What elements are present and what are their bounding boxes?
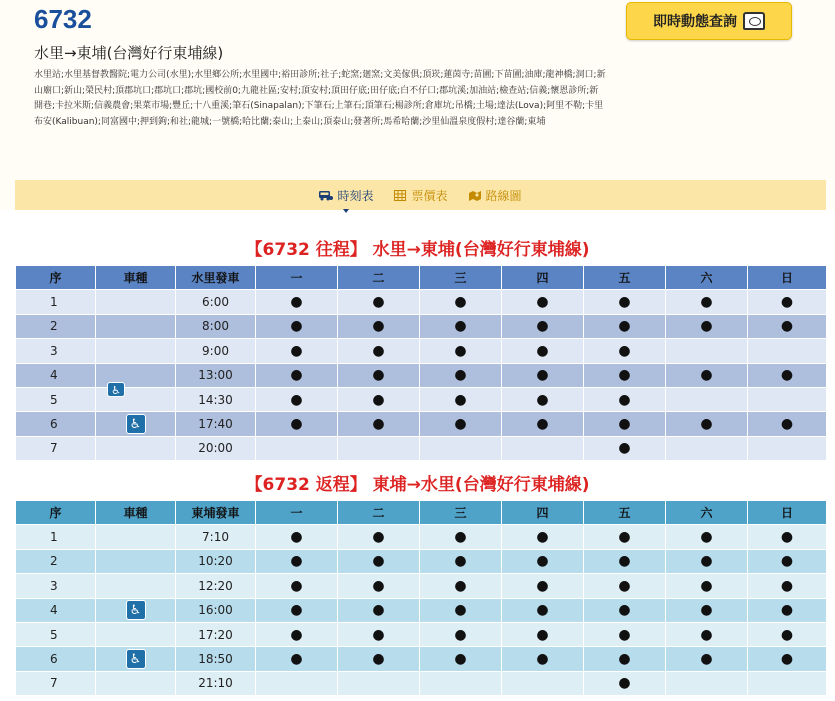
service-dot: ●: [618, 651, 631, 668]
day-cell: [502, 339, 584, 363]
day-cell: [256, 647, 338, 671]
trip-number: 3: [16, 339, 96, 363]
column-header: 四: [502, 266, 584, 290]
service-dot: ●: [290, 577, 303, 594]
tab-fares-label: 票價表: [411, 188, 448, 203]
day-cell: [748, 314, 827, 338]
day-cell: [502, 671, 584, 695]
day-cell: [748, 412, 827, 436]
service-dot: ●: [700, 553, 713, 570]
day-cell: [666, 622, 748, 646]
service-dot: ●: [700, 294, 713, 311]
day-cell: [666, 598, 748, 622]
service-dot: ●: [454, 416, 467, 433]
stop-list: 水里站;水里基督教醫院;電力公司(水里);水里鄉公所;水里國中;裕田診所;社子;蛇窯;廻窯;文美傢俱;頂崁;蓮茵寺;苗圃;下苗圃;油庫;龍神橋;洞口;新山廟口;新山;榮民村;頂郡坑口;郡坑口;郡坑;國校前0;九龍社區;安村;頂安村;頂田仔底;田仔底;白不仔口;郡坑溪;加油站;檢查站;信義;懷恩診所;新開巷;卡拉米斯;信義農會;果菜市場;豐丘;十八重溪;筆石(Sinapalan);下筆石;上筆石;頂筆石;楊診所;倉庫坑;吊橋;土場;達法(Lova);阿里不勒;卡里布安(Kalibuan);同富國中;押到鉤;和社;龍城;一號橋;哈比蘭;泰山;上泰山;頂泰山;發著所;馬希哈蘭;沙里仙溫泉度假村;達谷蘭;東埔: [34, 70, 606, 127]
day-cell: [502, 387, 584, 411]
table-row: [16, 549, 827, 573]
service-dot: ●: [372, 391, 385, 408]
day-cell: [748, 647, 827, 671]
departure-time: 18:50: [176, 647, 256, 671]
day-cell: [502, 549, 584, 573]
day-cell: [666, 339, 748, 363]
day-cell: [420, 412, 502, 436]
return-timetable: [15, 500, 827, 696]
service-dot: ●: [700, 367, 713, 384]
column-header: 三: [420, 501, 502, 525]
day-cell: [502, 598, 584, 622]
day-cell: [748, 363, 827, 387]
trip-number: 3: [16, 574, 96, 598]
service-dot: ●: [372, 367, 385, 384]
route-header: [0, 0, 835, 210]
departure-time: 21:10: [176, 671, 256, 695]
day-cell: [256, 622, 338, 646]
service-dot: ●: [372, 529, 385, 546]
service-dot: ●: [536, 391, 549, 408]
day-cell: [338, 647, 420, 671]
day-cell: [420, 549, 502, 573]
table-row: [16, 412, 827, 436]
service-dot: ●: [780, 294, 794, 311]
outbound-title: 【6732 往程】 水里→東埔(台灣好行東埔線): [245, 240, 590, 260]
day-cell: [256, 387, 338, 411]
day-cell: [584, 363, 666, 387]
day-cell: [666, 525, 748, 549]
trip-number: 2: [16, 549, 96, 573]
tab-route-map-label: 路線圖: [485, 188, 522, 203]
service-dot: ●: [372, 553, 385, 570]
day-cell: [338, 363, 420, 387]
departure-time: 10:20: [176, 549, 256, 573]
day-cell: [420, 574, 502, 598]
column-header: 車種: [96, 266, 176, 290]
day-cell: [666, 314, 748, 338]
day-cell: [420, 647, 502, 671]
service-dot: ●: [780, 529, 794, 546]
table-row: [16, 598, 827, 622]
service-dot: ●: [536, 294, 549, 311]
day-cell: [584, 647, 666, 671]
day-cell: [584, 314, 666, 338]
service-dot: ●: [618, 342, 631, 359]
departure-time: 12:20: [176, 574, 256, 598]
day-cell: [420, 525, 502, 549]
trip-number: 6: [16, 412, 96, 436]
trip-number: 4: [16, 598, 96, 622]
bus-icon: [319, 190, 333, 201]
day-cell: [338, 622, 420, 646]
day-cell: [748, 436, 827, 460]
vehicle-type: [96, 549, 176, 573]
service-dot: ●: [290, 651, 303, 668]
column-header: 一: [256, 501, 338, 525]
wheelchair-icon: ♿: [126, 600, 146, 620]
day-cell: [584, 671, 666, 695]
day-cell: [748, 339, 827, 363]
day-cell: [420, 436, 502, 460]
day-cell: [420, 387, 502, 411]
day-cell: [666, 574, 748, 598]
day-cell: [256, 598, 338, 622]
day-cell: [584, 412, 666, 436]
fare-table-icon: [393, 190, 407, 201]
service-dot: ●: [290, 342, 303, 359]
day-cell: [502, 647, 584, 671]
vehicle-type: [96, 314, 176, 338]
departure-time: 13:00: [176, 363, 256, 387]
table-row: [16, 436, 827, 460]
day-cell: [666, 412, 748, 436]
day-cell: [666, 387, 748, 411]
day-cell: [748, 290, 827, 314]
day-cell: [502, 290, 584, 314]
service-dot: ●: [618, 675, 631, 692]
departure-time: 17:20: [176, 622, 256, 646]
day-cell: [748, 622, 827, 646]
day-cell: [502, 412, 584, 436]
trip-number: 1: [16, 290, 96, 314]
day-cell: [256, 525, 338, 549]
day-cell: [256, 574, 338, 598]
day-cell: [420, 363, 502, 387]
tab-fares[interactable]: [393, 187, 447, 204]
column-header: 序: [16, 266, 96, 290]
day-cell: [256, 314, 338, 338]
table-row: [16, 647, 827, 671]
departure-time: 16:00: [176, 598, 256, 622]
day-cell: [420, 290, 502, 314]
column-header: 六: [666, 266, 748, 290]
day-cell: [420, 622, 502, 646]
day-cell: [584, 290, 666, 314]
route-map-icon: [468, 190, 482, 201]
column-header: 水里發車: [176, 266, 256, 290]
service-dot: ●: [536, 553, 549, 570]
service-dot: ●: [290, 553, 303, 570]
day-cell: [666, 436, 748, 460]
service-dot: ●: [780, 602, 794, 619]
service-dot: ●: [372, 342, 385, 359]
service-dot: ●: [536, 529, 549, 546]
day-cell: [584, 387, 666, 411]
table-row: [16, 525, 827, 549]
departure-time: 6:00: [176, 290, 256, 314]
table-row: [16, 290, 827, 314]
day-cell: [338, 387, 420, 411]
day-cell: [256, 436, 338, 460]
service-dot: ●: [454, 391, 467, 408]
return-title: 【6732 返程】 東埔→水里(台灣好行東埔線): [245, 475, 590, 495]
service-dot: ●: [454, 318, 467, 335]
service-dot: ●: [780, 367, 794, 384]
day-cell: [666, 363, 748, 387]
vehicle-type: [96, 622, 176, 646]
service-dot: ●: [290, 416, 303, 433]
service-dot: ●: [454, 577, 467, 594]
service-dot: ●: [372, 651, 385, 668]
day-cell: [338, 436, 420, 460]
service-dot: ●: [454, 294, 467, 311]
day-cell: [256, 339, 338, 363]
departure-time: 8:00: [176, 314, 256, 338]
service-dot: ●: [372, 318, 385, 335]
day-cell: [502, 622, 584, 646]
day-cell: [584, 598, 666, 622]
day-cell: [502, 436, 584, 460]
service-dot: ●: [454, 342, 467, 359]
day-cell: [338, 339, 420, 363]
service-dot: ●: [536, 626, 549, 643]
service-dot: ●: [536, 651, 549, 668]
day-cell: [666, 549, 748, 573]
day-cell: [584, 525, 666, 549]
service-dot: ●: [700, 602, 713, 619]
outbound-timetable: [15, 265, 827, 461]
service-dot: ●: [290, 367, 303, 384]
tab-timetable[interactable]: [319, 187, 373, 204]
trip-number: 6: [16, 647, 96, 671]
day-cell: [256, 290, 338, 314]
trip-number: 7: [16, 671, 96, 695]
vehicle-type: [96, 598, 176, 622]
departure-time: 9:00: [176, 339, 256, 363]
service-dot: ●: [780, 651, 794, 668]
vehicle-type: [96, 436, 176, 460]
column-header: 五: [584, 501, 666, 525]
trip-number: 1: [16, 525, 96, 549]
service-dot: ●: [372, 602, 385, 619]
day-cell: [256, 363, 338, 387]
day-cell: [748, 598, 827, 622]
service-dot: ●: [290, 602, 303, 619]
day-cell: [338, 314, 420, 338]
vehicle-type: [96, 574, 176, 598]
vehicle-type: [96, 525, 176, 549]
vehicle-type: [96, 412, 176, 436]
service-dot: ●: [536, 577, 549, 594]
column-header: 六: [666, 501, 748, 525]
day-cell: [420, 339, 502, 363]
column-header: 東埔發車: [176, 501, 256, 525]
table-row: [16, 574, 827, 598]
trip-number: 7: [16, 436, 96, 460]
day-cell: [666, 290, 748, 314]
column-header: 五: [584, 266, 666, 290]
service-dot: ●: [618, 626, 631, 643]
trip-number: 2: [16, 314, 96, 338]
service-dot: ●: [290, 626, 303, 643]
day-cell: [338, 525, 420, 549]
table-row: [16, 314, 827, 338]
column-header: 日: [748, 501, 827, 525]
table-row: [16, 671, 827, 695]
service-dot: ●: [618, 294, 631, 311]
tab-route-map[interactable]: [468, 187, 522, 204]
service-dot: ●: [372, 626, 385, 643]
trip-number: 5: [16, 622, 96, 646]
trip-number: 4: [16, 363, 96, 387]
day-cell: [502, 314, 584, 338]
table-row: [16, 363, 827, 387]
day-cell: [748, 525, 827, 549]
service-dot: ●: [372, 294, 385, 311]
day-cell: [502, 525, 584, 549]
column-header: 四: [502, 501, 584, 525]
service-dot: ●: [536, 342, 549, 359]
day-cell: [338, 598, 420, 622]
service-dot: ●: [700, 577, 713, 594]
departure-time: 7:10: [176, 525, 256, 549]
service-dot: ●: [454, 553, 467, 570]
departure-time: 14:30: [176, 387, 256, 411]
service-dot: ●: [290, 529, 303, 546]
day-cell: [666, 647, 748, 671]
day-cell: [502, 363, 584, 387]
service-dot: ●: [780, 318, 794, 335]
service-dot: ●: [618, 602, 631, 619]
day-cell: [748, 387, 827, 411]
day-cell: [666, 671, 748, 695]
tab-bar: [15, 180, 826, 210]
service-dot: ●: [536, 367, 549, 384]
service-dot: ●: [536, 318, 549, 335]
realtime-status-label: 即時動態查詢: [653, 14, 737, 30]
service-dot: ●: [618, 440, 631, 457]
service-dot: ●: [618, 367, 631, 384]
service-dot: ●: [618, 553, 631, 570]
tab-timetable-label: 時刻表: [337, 188, 374, 203]
service-dot: ●: [780, 416, 794, 433]
service-dot: ●: [700, 529, 713, 546]
vehicle-type: [96, 671, 176, 695]
day-cell: [338, 549, 420, 573]
day-cell: [256, 549, 338, 573]
service-dot: ●: [618, 391, 631, 408]
service-dot: ●: [618, 416, 631, 433]
column-header: 二: [338, 501, 420, 525]
service-dot: ●: [454, 529, 467, 546]
day-cell: [338, 412, 420, 436]
departure-time: 17:40: [176, 412, 256, 436]
service-dot: ●: [536, 416, 549, 433]
service-dot: ●: [780, 553, 794, 570]
wheelchair-icon: ♿: [126, 649, 146, 669]
realtime-status-button[interactable]: [626, 2, 792, 40]
service-dot: ●: [372, 416, 385, 433]
day-cell: [748, 574, 827, 598]
service-dot: ●: [454, 602, 467, 619]
vehicle-type: [96, 647, 176, 671]
service-dot: ●: [780, 626, 794, 643]
day-cell: [502, 574, 584, 598]
day-cell: [584, 549, 666, 573]
column-header: 三: [420, 266, 502, 290]
departure-time: 20:00: [176, 436, 256, 460]
day-cell: [420, 671, 502, 695]
column-header: 二: [338, 266, 420, 290]
vehicle-type: [96, 290, 176, 314]
service-dot: ●: [700, 318, 713, 335]
service-dot: ●: [290, 318, 303, 335]
day-cell: [420, 598, 502, 622]
day-cell: [420, 314, 502, 338]
service-dot: ●: [780, 577, 794, 594]
day-cell: [256, 671, 338, 695]
service-dot: ●: [618, 577, 631, 594]
day-cell: [584, 622, 666, 646]
day-cell: [584, 574, 666, 598]
service-dot: ●: [290, 294, 303, 311]
service-dot: ●: [700, 416, 713, 433]
service-dot: ●: [372, 577, 385, 594]
day-cell: [748, 549, 827, 573]
day-cell: [338, 290, 420, 314]
day-cell: [748, 671, 827, 695]
service-dot: ●: [618, 318, 631, 335]
column-header: 日: [748, 266, 827, 290]
day-cell: [584, 339, 666, 363]
service-dot: ●: [700, 626, 713, 643]
wheelchair-icon: ♿: [107, 382, 125, 397]
service-dot: ●: [454, 367, 467, 384]
service-dot: ●: [454, 626, 467, 643]
vehicle-type: [96, 339, 176, 363]
day-cell: [338, 671, 420, 695]
trip-number: 5: [16, 387, 96, 411]
service-dot: ●: [700, 651, 713, 668]
service-dot: ●: [536, 602, 549, 619]
table-row: [16, 387, 827, 411]
service-dot: ●: [290, 391, 303, 408]
column-header: 序: [16, 501, 96, 525]
table-row: [16, 622, 827, 646]
day-cell: [584, 436, 666, 460]
day-cell: [256, 412, 338, 436]
wheelchair-icon: ♿: [126, 414, 146, 434]
day-cell: [338, 574, 420, 598]
column-header: 車種: [96, 501, 176, 525]
route-number: 6732: [34, 4, 92, 34]
column-header: 一: [256, 266, 338, 290]
route-name: 水里→東埔(台灣好行東埔線): [34, 44, 224, 62]
service-dot: ●: [454, 651, 467, 668]
table-row: [16, 339, 827, 363]
service-dot: ●: [618, 529, 631, 546]
bus-stop-sign-icon: [743, 12, 765, 30]
